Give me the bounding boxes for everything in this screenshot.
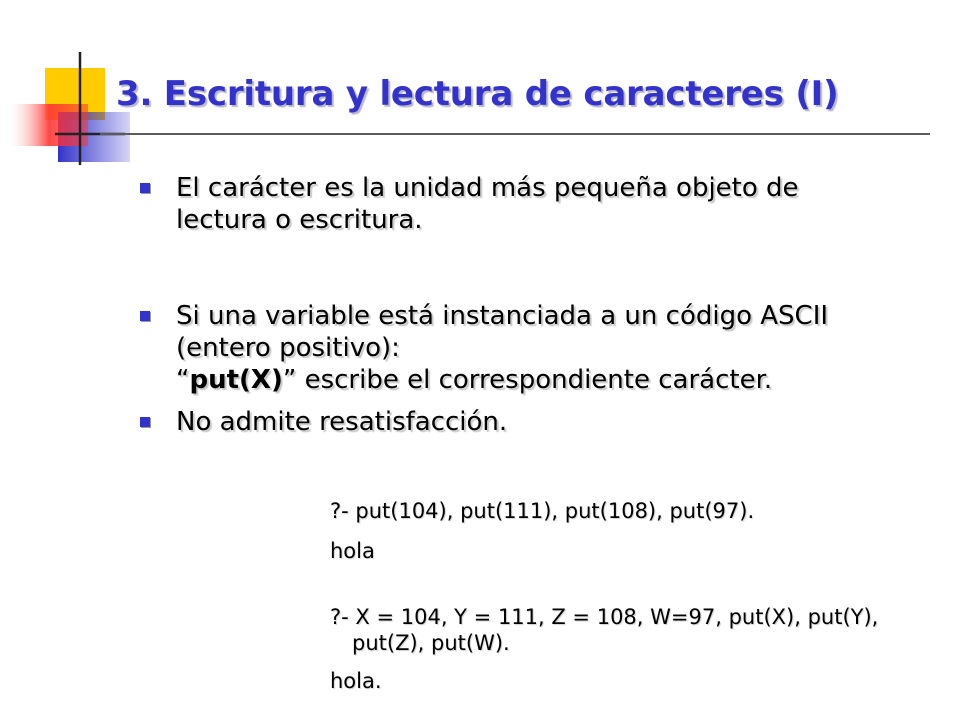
bullet-text-line: Si una variable está instanciada a un código ASCII xyxy=(176,301,829,331)
bullet-text-line: lectura o escritura. xyxy=(176,205,423,235)
bullet-item xyxy=(140,300,920,396)
bullet-text-line: ” escribe el correspondiente carácter. xyxy=(282,365,773,395)
bold-code-term: put(X) xyxy=(189,365,283,395)
bullet-list xyxy=(140,172,920,438)
bullet-item xyxy=(140,172,920,236)
bullet-text-line: El carácter es la unidad más pequeña objeto de xyxy=(176,173,799,203)
query-line: ?- put(104), put(111), put(108), put(97). xyxy=(330,499,755,523)
square-bullet-icon xyxy=(140,183,150,193)
bullet-item xyxy=(140,406,920,438)
title-underline xyxy=(100,133,930,135)
slide-title: 3. Escritura y lectura de caracteres (I) xyxy=(116,74,839,114)
output-line: hola. xyxy=(330,669,382,693)
square-bullet-icon xyxy=(140,417,150,427)
bullet-text-line: (entero positivo): xyxy=(176,333,400,363)
open-quote: “ xyxy=(176,365,190,395)
square-bullet-icon xyxy=(140,311,150,321)
output-line: hola xyxy=(330,539,375,563)
query-line: ?- X = 104, Y = 111, Z = 108, W=97, put(X), put(Y), xyxy=(330,605,879,629)
query-continuation-line: put(Z), put(W). xyxy=(352,631,510,655)
red-square xyxy=(10,104,88,146)
bullet-text-line: No admite resatisfacción. xyxy=(176,407,508,437)
